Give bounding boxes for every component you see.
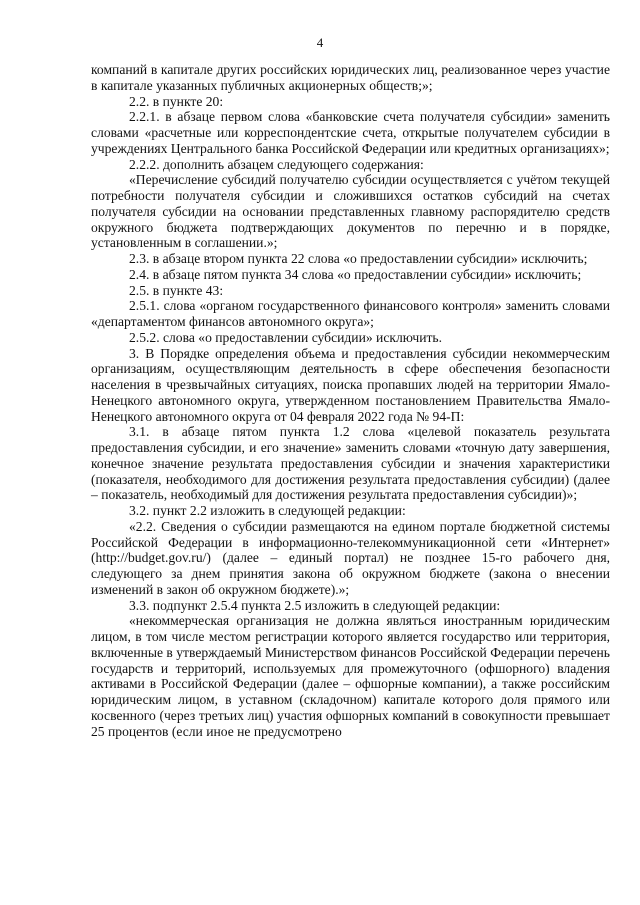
paragraph-11: 3. В Порядке определения объема и предоставления субсидии некоммерческим организациям, осуществляющим деятельность в сфере обеспечения безопасности населения в чрезвычайных ситуациях, поиска пропавших людей на территории Ямало-Ненецкого автономного округа, утвержденном постановлением Правительства Ямало-Ненецкого автономного округа от 04 февраля 2022 года № 94-П: (91, 345, 610, 424)
paragraph-3: 2.2.1. в абзаце первом слова «банковские счета получателя субсидии» заменить словами «расчетные или корреспондентские счета, открытые получателем субсидии в учреждениях Центрального банка Российской Федерации или кредитных организациях»; (91, 109, 610, 156)
paragraph-13: 3.2. пункт 2.2 изложить в следующей редакции: (129, 503, 406, 518)
paragraph-1: компаний в капитале других российских юридических лиц, реализованное через участие в капитале указанных публичных акционерных обществ;»; (91, 62, 610, 93)
paragraph-10: 2.5.2. слова «о предоставлении субсидии» исключить. (129, 329, 443, 345)
paragraph-4: 2.2.2. дополнить абзацем следующего содержания: (129, 156, 424, 172)
page-number: 4 (316, 35, 324, 50)
paragraph-8: 2.5. в пункте 43: (129, 282, 224, 298)
paragraph-16: «некоммерческая организация не должна являться иностранным юридическим лицом, в том числе местом регистрации которого является государство или территория, включенные в утверждаемый Министерством финансов Российской Федерации перечень государств и территорий, используемых для промежуточного (офшорного) владения активами в Российской Федерации (далее – офшорные компании), а также российским юридическим лицом, в уставном (складочном) капитале которого доля прямого или косвенного (через третьих лиц) участия офшорных компаний в совокупности превышает 25 процентов (если иное не предусмотрено (91, 613, 610, 739)
paragraph-15: 3.3. подпункт 2.5.4 пункта 2.5 изложить в следующей редакции: (129, 597, 501, 613)
paragraph-7: 2.4. в абзаце пятом пункта 34 слова «о предоставлении субсидии» исключить; (129, 266, 582, 282)
paragraph-14: «2.2. Сведения о субсидии размещаются на едином портале бюджетной системы Российской Федерации в информационно-телекоммуникационной сети «Интернет» (http://budget.gov.ru/) (далее – единый портал) не позднее 15-го рабочего дня, следующего за днем принятия закона об окружном бюджете (закона о внесении изменений в закон об окружном бюджете).»; (91, 518, 610, 597)
paragraph-6: 2.3. в абзаце втором пункта 22 слова «о предоставлении субсидии» исключить; (129, 251, 588, 266)
document-body (91, 62, 610, 739)
paragraph-5: «Перечисление субсидий получателю субсидии осуществляется с учётом текущей потребности получателя субсидии и сложившихся остатков субсидий на счетах получателя субсидии на основании представленных главному распорядителю средств окружного бюджета подтверждающих документов по перечню и в порядке, установленным в соглашении.»; (91, 172, 610, 251)
paragraph-9: 2.5.1. слова «органом государственного финансового контроля» заменить словами «департаментом финансов автономного округа»; (91, 298, 610, 329)
paragraph-2: 2.2. в пункте 20: (129, 93, 224, 109)
paragraph-12: 3.1. в абзаце пятом пункта 1.2 слова «целевой показатель результата предоставления субсидии, и его значение» заменить словами «точную дату завершения, конечное значение результата предоставления субсидии и значения характеристики (показателя, необходимого для достижения результата предоставления субсидии) (далее – показатель, необходимый для достижения результата предоставления субсидии)»; (91, 424, 610, 503)
